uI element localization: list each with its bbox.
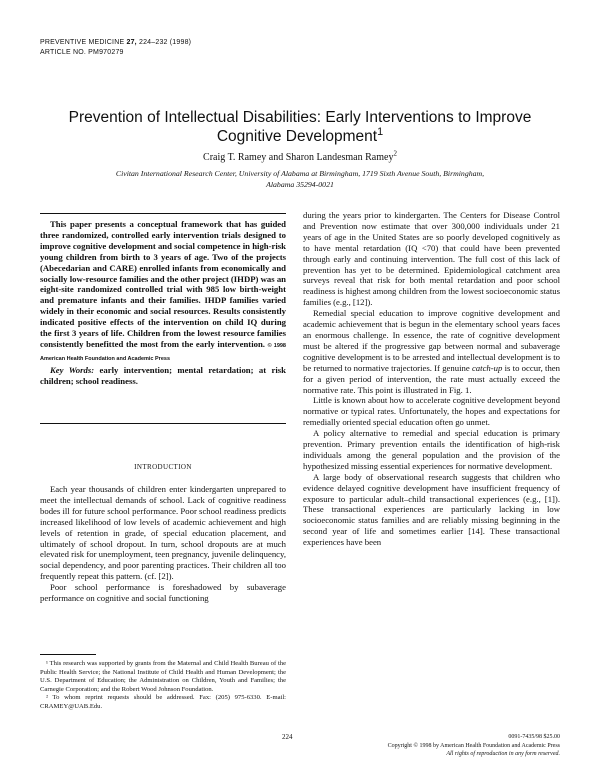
author-footnote-marker: 2 [393,149,397,158]
footnote-1: ¹ This research was supported by grants from the Maternal and Child Health Bureau of the Public Health Service; the National Institute of Child Health and Human Development; the U.S. Department of Education; the Administration on Children, Youth and Families; the Carnegie Corporation; and the Robert Wood Johnson Foundation. [40,660,286,693]
footer-info [374,733,560,759]
right-column [303,210,560,548]
affiliation: Civitan International Research Center, University of Alabama at Birmingham, 1719 Sixth Avenue South, Birmingham, Alabama 35294-0021 [115,169,485,189]
footer-copyright: Copyright © 1998 by American Health Foundation and Academic Press [387,742,560,749]
keywords: early intervention; mental retardation; at risk children; school readiness. [40,364,287,386]
abstract-top-rule [40,213,286,214]
catch-up-emphasis: catch-up [471,362,503,373]
footnotes [40,660,286,712]
abstract-bottom-rule [40,423,286,424]
journal-pages: 224–232 (1998) [138,39,192,46]
journal-name: PREVENTIVE MEDICINE [40,39,125,46]
right-paragraph-2: Remedial special education to improve cognitive development and academic achievement that is begun in the elementary school years faces an enormous challenge. In essence, the rate of cognitive development must be altered if the progressive gap between normal and subaverage cognitive development is to be arrested and intellectual development is to be returned to normative trajectories. If genuine catch-up is to occur, then for a given period of intervention, the rate must actually exceed the normative rate. This point is illustrated in Fig. 1. [303,308,561,395]
footnote-2: ² To whom reprint requests should be addressed. Fax: (205) 975-6330. E-mail: CRAMEY@UAB.Edu. [40,694,286,710]
abstract-text: This paper presents a conceptual framework that has guided three randomized, controlled early intervention trials designed to improve cognitive development and social competence in high-risk young children from birth to 3 years of age. Two of the projects (Abecedarian and CARE) enrolled infants from economically and socially low-resource families and the other project (IHDP) was an eight-site randomized controlled trial with 985 low birth-weight and premature infants and their families. IHDP families varied widely in their economic and social resources. Results consistently indicated positive effects of the intervention on child IQ during the first 3 years of life. Children from the lowest resource families consistently benefitted the most from the early intervention. [40,219,286,349]
footnote-rule [40,654,96,655]
page-number: 224 [282,733,293,741]
authors: Craig T. Ramey and Sharon Landesman Ramey$^2$ [203,149,397,163]
journal-header [40,38,191,58]
section-heading-introduction: INTRODUCTION [134,463,192,471]
intro-paragraph-2: Poor school performance is foreshadowed by subaverage performance on cognitive and social functioning [40,582,286,604]
abstract [40,219,286,387]
intro-column [40,484,286,604]
right-paragraph-4: A policy alternative to remedial and special education is primary prevention. Primary prevention entails the identification of high-risk individuals among the general population and the provision of the hypothesized missing essential experiences for normative development. [303,428,560,471]
right-paragraph-5: A large body of observational research suggests that children who evidence delayed cognitive development have insufficient frequency of exposure to particular adult–child transactional experiences (e.g., [1]). These transactional experiences are particularly lacking in low socioeconomic status families and are reliably missing beginning in the second year of life and sometimes earlier [14]. These transactional experiences have been [303,471,560,548]
intro-paragraph-1: Each year thousands of children enter kindergarten unprepared to meet the intellectual demands of school. Lack of cognitive readiness bodes ill for future school performance. Poor school readiness predicts increased likelihood of low levels of academic achievement and high levels of retention in grade, of special education placement, and ultimately of school dropout. In turn, school dropouts are at much elevated risk for unemployment, teen pregnancy, juvenile delinquency, social dependency, and poor parenting practices. Their children all too frequently repeat this pattern. (cf. [2]). [40,484,286,582]
footer-rights: All rights of reproduction in any form reserved. [446,751,560,757]
right-paragraph-3: Little is known about how to accelerate cognitive development beyond normative or typical rates. Unfortunately, the hopes and expectations for remedially oriented special education often go unmet. [303,395,560,428]
title-footnote-marker: 1 [377,125,384,138]
page-title: Prevention of Intellectual Disabilities: Early Interventions to Improve Cognitive Development$^1$ [68,109,532,145]
right-paragraph-1: during the years prior to kindergarten. The Centers for Disease Control and Prevention now estimate that over 300,000 individuals under 21 years of age in the United States are so poorly developed cognitively as to have mental retardation (IQ <70) that could have been prevented through early and continuing intervention. The full cost of this lack of prevention has yet to be determined. Epidemiological catchment area surveys reveal that risk for both mental retardation and poor school readiness is highest among children from the lowest socioeconomic status families (e.g., [12]). [303,210,560,308]
abstract-copyright: © 1998 American Health Foundation and Academic Press [40,342,286,362]
journal-volume: 27, [126,39,137,46]
keywords-label: Key Words: [50,364,95,375]
footer-code: 0091-7435/98 $25.00 [508,734,560,740]
article-number: ARTICLE NO. PM970279 [40,49,124,56]
